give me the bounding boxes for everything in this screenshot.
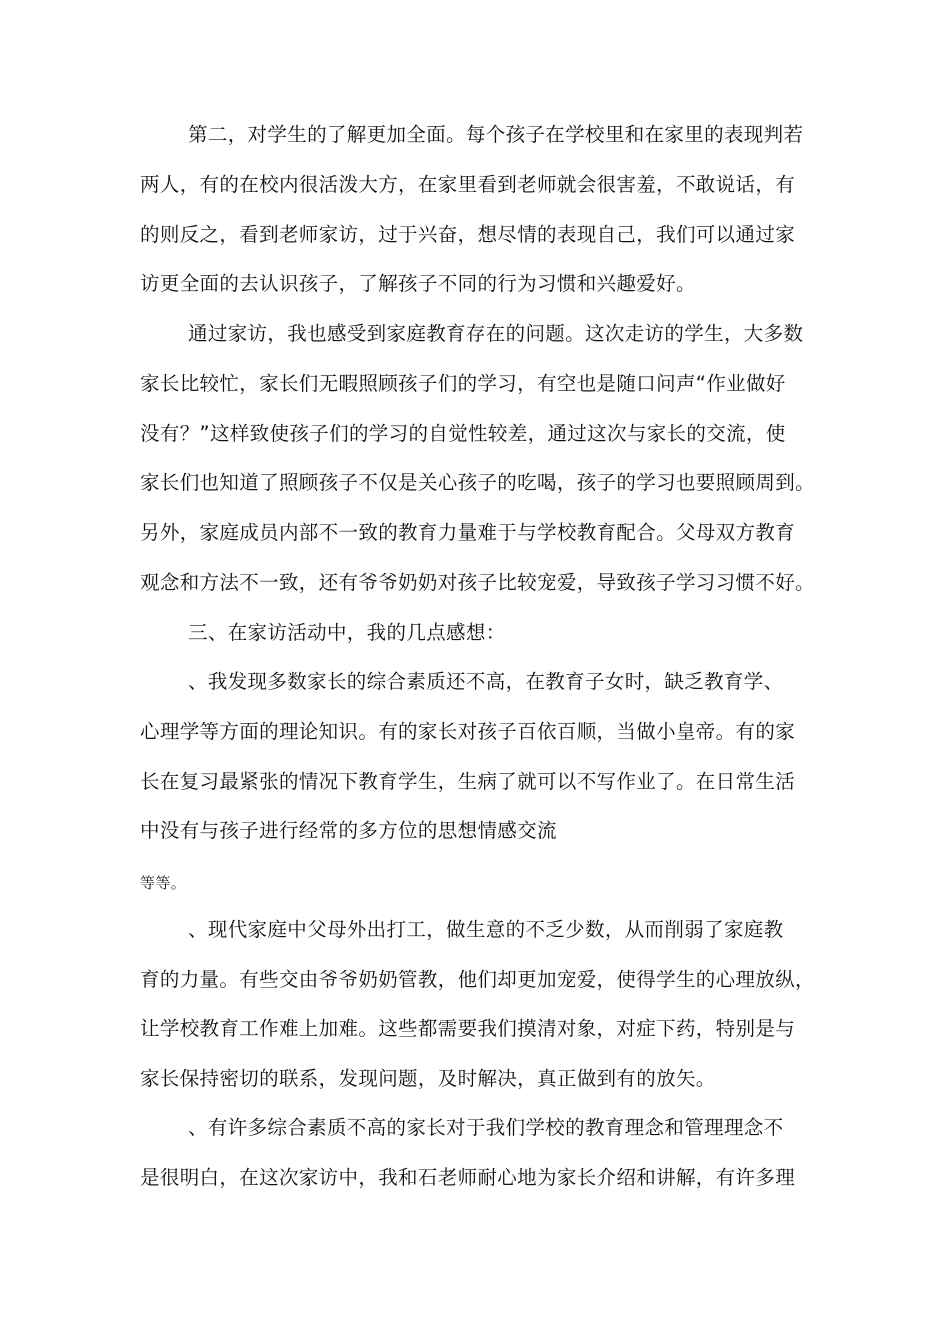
paragraph-line: 让学校教育工作难上加难。这些都需要我们摸清对象，对症下药，特别是与: [140, 1017, 796, 1040]
paragraph-line: 没有？”这样致使孩子们的学习的自觉性较差，通过这次与家长的交流，使: [140, 422, 786, 445]
paragraph-line: 、现代家庭中父母外出打工，做生意的不乏少数，从而削弱了家庭教: [188, 918, 784, 941]
paragraph-line: 是很明白，在这次家访中，我和石老师耐心地为家长介绍和讲解，有许多理: [140, 1166, 796, 1189]
paragraph-line: 家长们也知道了照顾孩子不仅是关心孩子的吃喝，孩子的学习也要照顾周到。: [140, 471, 815, 494]
paragraph-line: 、有许多综合素质不高的家长对于我们学校的教育理念和管理理念不: [188, 1116, 784, 1139]
paragraph-line: 、我发现多数家长的综合素质还不高，在教育子女时，缺乏教育学、: [188, 670, 784, 693]
paragraph-line: 心理学等方面的理论知识。有的家长对孩子百依百顺，当做小皇帝。有的家: [140, 720, 796, 743]
paragraph-line: 育的力量。有些交由爷爷奶奶管教，他们却更加宠爱，使得学生的心理放纵，: [140, 968, 815, 991]
paragraph-line: 访更全面的去认识孩子，了解孩子不同的行为习惯和兴趣爱好。: [140, 272, 696, 295]
paragraph-line: 家长比较忙，家长们无暇照顾孩子们的学习，有空也是随口问声“作业做好: [140, 372, 786, 395]
paragraph-line: 的则反之，看到老师家访，过于兴奋，想尽情的表现自己，我们可以通过家: [140, 223, 796, 246]
paragraph-line: 两人，有的在校内很活泼大方，在家里看到老师就会很害羞，不敢说话，有: [140, 173, 796, 196]
section-heading: 三、在家访活动中，我的几点感想：: [188, 621, 506, 644]
paragraph-line: 等等。: [140, 874, 187, 892]
paragraph-line: 中没有与孩子进行经常的多方位的思想情感交流: [140, 819, 557, 842]
paragraph-line: 家长保持密切的联系，发现问题，及时解决，真正做到有的放矢。: [140, 1067, 716, 1090]
paragraph-line: 第二，对学生的了解更加全面。每个孩子在学校里和在家里的表现判若: [188, 123, 804, 146]
paragraph-line: 通过家访，我也感受到家庭教育存在的问题。这次走访的学生，大多数: [188, 322, 804, 345]
paragraph-line: 观念和方法不一致，还有爷爷奶奶对孩子比较宠爱，导致孩子学习习惯不好。: [140, 571, 815, 594]
paragraph-line: 另外，家庭成员内部不一致的教育力量难于与学校教育配合。父母双方教育: [140, 521, 796, 544]
paragraph-line: 长在复习最紧张的情况下教育学生，生病了就可以不写作业了。在日常生活: [140, 770, 796, 793]
